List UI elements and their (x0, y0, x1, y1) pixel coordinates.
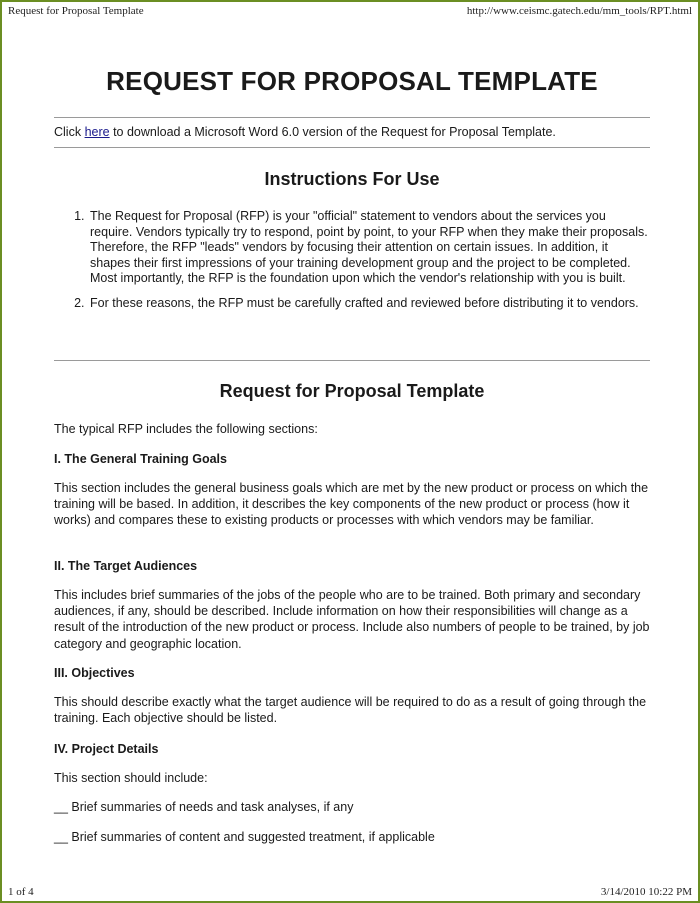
divider (54, 360, 650, 361)
print-footer-page: 1 of 4 (8, 886, 34, 898)
instructions-heading: Instructions For Use (264, 169, 440, 189)
print-footer-timestamp: 3/14/2010 10:22 PM (600, 886, 692, 898)
template-heading: Request for Proposal Template (219, 381, 485, 401)
section-body: This should describe exactly what the target audience will be required to do as a result of going through the training. Each objective should be listed. (54, 695, 647, 726)
instruction-item: 1. The Request for Proposal (RFP) is your "official" statement to vendors about the services you require. Vendors typically try to respond, point by point, to your RFP when they make their proposals. Therefore, the RFP "leads" vendors by focusing their attention on certain issues. In addition, it shapes their first impressions of your training development group and the project to be completed. Most importantly, the RFP is the foundation upon which the vendor's relationship with you is built. (88, 209, 650, 287)
section-body: This includes brief summaries of the jobs of the people who are to be trained. Both primary and secondary audiences, if any, should be described. Include information on how their responsibilities will change as a result of the introduction of the new product or process. Include also numbers of people to be trained, by job category and geographic location. (54, 588, 650, 651)
print-header-url: http://www.ceismc.gatech.edu/mm_tools/RPT.html (466, 5, 692, 17)
section-title: IV. Project Details (54, 742, 159, 756)
checklist-item: __ Brief summaries of content and suggested treatment, if applicable (54, 830, 435, 844)
download-link[interactable]: here (84, 125, 110, 139)
template-lead: The typical RFP includes the following sections: (54, 422, 318, 436)
intro-suffix: to download a Microsoft Word 6.0 version of the Request for Proposal Template. (109, 125, 556, 139)
section-body: This section should include: (54, 771, 208, 785)
instructions-list (54, 209, 650, 321)
intro-prefix: Click (54, 125, 85, 139)
checklist-item: __ Brief summaries of needs and task analyses, if any (54, 800, 354, 814)
divider (54, 117, 650, 118)
divider (54, 147, 650, 148)
instruction-item: 2. For these reasons, the RFP must be carefully crafted and reviewed before distributing it to vendors. (88, 296, 650, 312)
section-body: This section includes the general business goals which are met by the new product or process on which the training will be based. In addition, it describes the key components of the new product or process (how it works) and compares these to existing products or processes with which vendors may be familiar. (54, 481, 649, 528)
print-header-title: Request for Proposal Template (8, 5, 144, 17)
section-title: I. The General Training Goals (54, 452, 227, 466)
section-title: III. Objectives (54, 666, 135, 680)
section-title: II. The Target Audiences (54, 559, 198, 573)
download-intro (54, 125, 556, 139)
page-title: REQUEST FOR PROPOSAL TEMPLATE (106, 66, 598, 96)
